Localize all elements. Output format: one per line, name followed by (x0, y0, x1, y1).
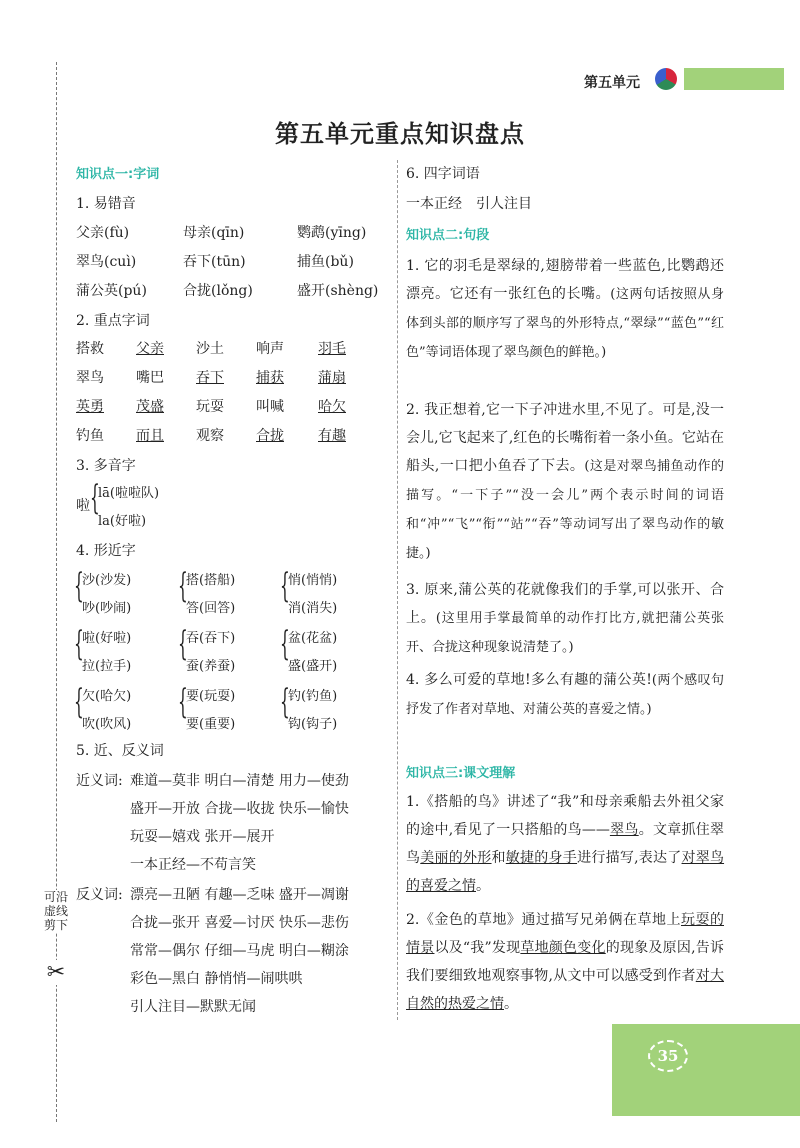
xj-item: 吵(吵闹) (82, 601, 132, 616)
ant-line: 合拢—张开 喜爱—讨厌 快乐—悲伤 (130, 915, 349, 931)
xj-item: 悄(悄悄) (288, 573, 338, 588)
xj-item: 钓(钓鱼) (288, 689, 338, 704)
word: 吞下 (196, 370, 224, 386)
word: 玩耍 (196, 399, 224, 415)
xj-item: 吹(吹风) (82, 717, 132, 732)
brace: { (74, 624, 84, 664)
brace: { (178, 624, 188, 664)
word: 合拢 (256, 428, 284, 444)
page-title: 第五单元重点知识盘点 (275, 120, 525, 148)
s6-heading: 6. 四字词语 (406, 166, 480, 182)
xj-item: 拉(拉手) (82, 659, 132, 674)
k2-heading: 知识点二:句段 (406, 228, 490, 243)
brace: { (178, 682, 188, 722)
ant-line: 漂亮—丑陋 有趣—乏味 盛开—凋谢 (130, 887, 349, 903)
word: 有趣 (318, 428, 346, 444)
word: 搭救 (76, 341, 104, 357)
four-char-words: 一本正经 引人注目 (406, 196, 532, 212)
pron-item: 盛开(shèng) (297, 283, 379, 299)
poly-item: la(好啦) (98, 514, 147, 529)
xj-item: 钩(钩子) (288, 717, 338, 732)
xj-item: 答(回答) (186, 601, 236, 616)
brace: { (74, 566, 84, 606)
xj-item: 啦(好啦) (82, 631, 132, 646)
s1-heading: 1. 易错音 (76, 196, 136, 212)
xj-item: 盛(盛开) (288, 659, 338, 674)
word: 蒲扇 (318, 370, 346, 386)
syn-line: 一本正经—不苟言笑 (130, 857, 256, 873)
s3-heading: 3. 多音字 (76, 458, 136, 474)
word: 观察 (196, 428, 224, 444)
unit-label: 第五单元 (584, 75, 640, 91)
ant-label: 反义词: (76, 887, 123, 903)
brace: { (280, 682, 290, 722)
pron-item: 合拢(lǒng) (183, 283, 253, 299)
word: 父亲 (136, 341, 164, 357)
syn-label: 近义词: (76, 773, 123, 789)
k3-heading: 知识点三:课文理解 (406, 766, 516, 781)
syn-line: 难道—莫非 明白—清楚 用力—使劲 (130, 773, 349, 789)
ant-line: 常常—偶尔 仔细—马虎 明白—糊涂 (130, 943, 349, 959)
xj-item: 搭(搭船) (186, 573, 236, 588)
poly-item: lā(啦啦队) (98, 486, 160, 501)
k2-paragraph: 4. 多么可爱的草地!多么有趣的蒲公英!(两个感叹句抒发了作者对草地、对蒲公英的喜爱之情。) (406, 672, 724, 717)
word: 翠鸟 (76, 370, 104, 386)
pron-item: 鹦鹉(yīng) (297, 225, 367, 241)
xj-item: 要(重要) (186, 717, 236, 732)
ant-line: 彩色—黑白 静悄悄—闹哄哄 (130, 971, 303, 987)
word: 沙土 (196, 341, 224, 357)
k3-paragraph-1: 1.《搭船的鸟》讲述了“我”和母亲乘船去外祖父家的途中,看见了一只搭船的鸟——翠鸟。文章抓住翠鸟美丽的外形和敏捷的身手进行描写,表达了对翠鸟的喜爱之情。 (406, 794, 725, 894)
xj-item: 沙(沙发) (82, 573, 132, 588)
word: 茂盛 (136, 399, 164, 415)
page-number-bar (612, 1024, 800, 1116)
word: 而且 (136, 428, 164, 444)
s4-heading: 4. 形近字 (76, 543, 136, 559)
k2-paragraph: 3. 原来,蒲公英的花就像我们的手掌,可以张开、合上。(这里用手掌最简单的动作打比方,就把蒲公英张开、合拢这种现象说清楚了。) (406, 582, 724, 655)
pron-item: 吞下(tūn) (183, 254, 246, 270)
xj-item: 盆(花盆) (288, 631, 338, 646)
xj-item: 要(玩耍) (186, 689, 236, 704)
pron-item: 蒲公英(pú) (76, 283, 147, 299)
k1-heading: 知识点一:字词 (76, 167, 160, 182)
header-bar (684, 68, 784, 90)
word: 捕获 (256, 370, 284, 386)
poly-char: 啦 (76, 498, 90, 514)
scissors-icon: ✂ (44, 960, 68, 985)
pron-item: 母亲(qīn) (183, 225, 245, 241)
color-wheel-icon (655, 68, 677, 90)
brace: { (178, 566, 188, 606)
xj-item: 吞(吞下) (186, 631, 236, 646)
cut-hint: 可沿虚线剪下 (43, 890, 68, 932)
pron-item: 捕鱼(bǔ) (297, 254, 354, 270)
brace: { (90, 478, 100, 518)
k2-paragraph: 1. 它的羽毛是翠绿的,翅膀带着一些蓝色,比鹦鹉还漂亮。它还有一张红色的长嘴。(这两句话按照从身体到头部的顺序写了翠鸟的外形特点,“翠绿”“蓝色”“红色”等词语体现了翠鸟颜色的鲜艳。) (406, 258, 725, 360)
word: 英勇 (76, 399, 104, 415)
page-number: 35 (648, 1040, 688, 1072)
xj-item: 蚕(养蚕) (186, 659, 236, 674)
word: 叫喊 (256, 399, 284, 415)
k3-paragraph-2: 2.《金色的草地》通过描写兄弟俩在草地上玩耍的情景以及“我”发现草地颜色变化的现象及原因,告诉我们要细致地观察事物,从文中可以感受到作者对大自然的热爱之情。 (406, 912, 725, 1012)
s2-heading: 2. 重点字词 (76, 313, 150, 329)
s5-heading: 5. 近、反义词 (76, 743, 164, 759)
brace: { (280, 624, 290, 664)
pron-item: 翠鸟(cuì) (76, 254, 137, 270)
ant-line: 引人注目—默默无闻 (130, 999, 256, 1015)
xj-item: 消(消失) (288, 601, 338, 616)
word: 钓鱼 (76, 428, 104, 444)
word: 哈欠 (318, 399, 346, 415)
brace: { (74, 682, 84, 722)
brace: { (280, 566, 290, 606)
word: 响声 (256, 341, 284, 357)
word: 羽毛 (318, 341, 346, 357)
k2-paragraph: 2. 我正想着,它一下子冲进水里,不见了。可是,没一会儿,它飞起来了,红色的长嘴衔着一条小鱼。它站在船头,一口把小鱼吞了下去。(这是对翠鸟捕鱼动作的描写。“一下子”“没一会儿”两个表示时间的词语和“冲”“飞”“衔”“站”“吞”等动词写出了翠鸟动作的敏捷。) (406, 402, 724, 561)
xj-item: 欠(哈欠) (82, 689, 132, 704)
column-divider (397, 160, 398, 1020)
pron-item: 父亲(fù) (76, 225, 130, 241)
syn-line: 盛开—开放 合拢—收拢 快乐—愉快 (130, 801, 349, 817)
syn-line: 玩耍—嬉戏 张开—展开 (130, 829, 275, 845)
word: 嘴巴 (136, 370, 164, 386)
